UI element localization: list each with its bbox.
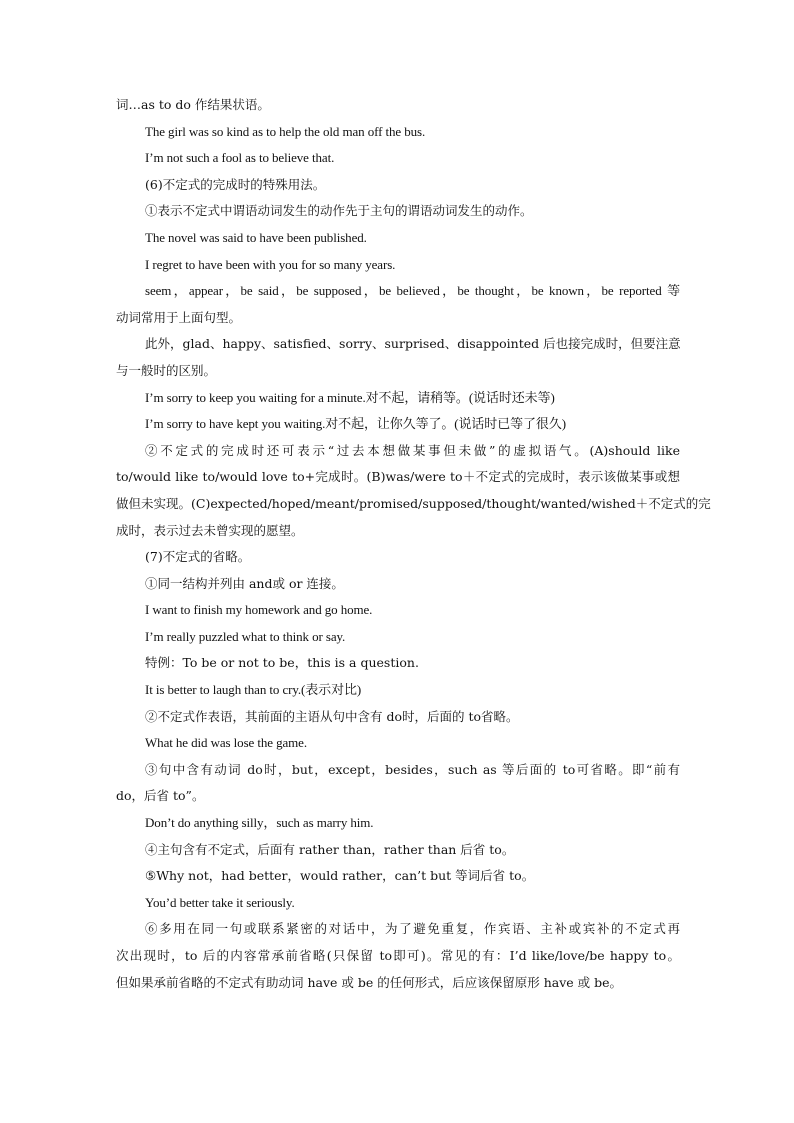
- rule-item: ②不定式的完成时还可表示“过去本想做某事但未做”的虚拟语气。(A)should like: [145, 442, 680, 458]
- example-sentence: The novel was said to have been published.: [145, 229, 367, 245]
- text-line: 此外，glad、happy、satisfied、sorry、surprised、disappointed 后也接完成时，但要注意: [145, 336, 681, 352]
- text-line: 成时，表示过去未曾实现的愿望。: [116, 522, 304, 538]
- example-sentence: I regret to have been with you for so many years.: [145, 256, 396, 272]
- text-line: do，后省 to”。: [116, 788, 205, 804]
- rule-item: ②不定式作表语，其前面的主语从句中含有 do时，后面的 to省略。: [145, 708, 519, 724]
- example-sentence: I’m sorry to have kept you waiting.对不起，让你久等了。(说话时已等了很久): [145, 416, 566, 432]
- text-line: 但如果承前省略的不定式有助动词 have 或 be 的任何形式，后应该保留原形 have 或 be。: [116, 974, 623, 990]
- rule-item: ⑤Why not，had better，would rather，can’t but 等词后省 to。: [145, 868, 535, 884]
- example-sentence: 特例：To be or not to be，this is a question.: [145, 655, 419, 671]
- text-line: 词…as to do 作结果状语。: [116, 97, 270, 112]
- example-sentence: The girl was so kind as to help the old man off the bus.: [145, 123, 426, 139]
- text-line: to/would like to/would love to+完成时。(B)was/were to＋不定式的完成时，表示该做某事或想: [116, 469, 680, 485]
- rule-item: ④主句含有不定式，后面有 rather than，rather than 后省 to。: [145, 841, 515, 857]
- document-body: [116, 92, 711, 996]
- text-line: 动词常用于上面句型。: [116, 309, 242, 325]
- example-sentence: I’m really puzzled what to think or say.: [145, 628, 346, 644]
- example-sentence: Don’t do anything silly，such as marry him.: [145, 815, 374, 831]
- rule-item: ③句中含有动词 do时，but，except，besides，such as 等后面的 to可省略。即“前有: [145, 761, 680, 777]
- example-sentence: What he did was lose the game.: [145, 735, 307, 751]
- text-line: 做但未实现。(C)expected/hoped/meant/promised/supposed/thought/wanted/wished＋不定式的完: [116, 495, 711, 511]
- example-sentence: It is better to laugh than to cry.(表示对比): [145, 682, 362, 698]
- rule-item: ①同一结构并列由 and或 or 连接。: [145, 575, 344, 591]
- example-sentence: I’m sorry to keep you waiting for a minute.对不起，请稍等。(说话时还未等): [145, 389, 555, 405]
- example-sentence: I want to finish my homework and go home.: [145, 602, 373, 618]
- section-heading: (6)不定式的完成时的特殊用法。: [145, 176, 326, 192]
- example-sentence: You’d better take it seriously.: [145, 894, 295, 910]
- example-sentence: I’m not such a fool as to believe that.: [145, 150, 335, 166]
- rule-item: ⑥多用在同一句或联系紧密的对话中，为了避免重复，作宾语、主补或宾补的不定式再: [145, 921, 680, 937]
- rule-item: ①表示不定式中谓语动词发生的动作先于主句的谓语动词发生的动作。: [145, 203, 533, 219]
- text-line: 与一般时的区别。: [116, 362, 217, 378]
- text-line: 次出现时，to 后的内容常承前省略(只保留 to即可)。常见的有：I’d like/love/be happy to。: [116, 948, 680, 963]
- section-heading: (7)不定式的省略。: [145, 549, 251, 565]
- text-line: seem，appear，be said，be supposed，be believed，be thought，be known，be reported 等: [145, 283, 680, 299]
